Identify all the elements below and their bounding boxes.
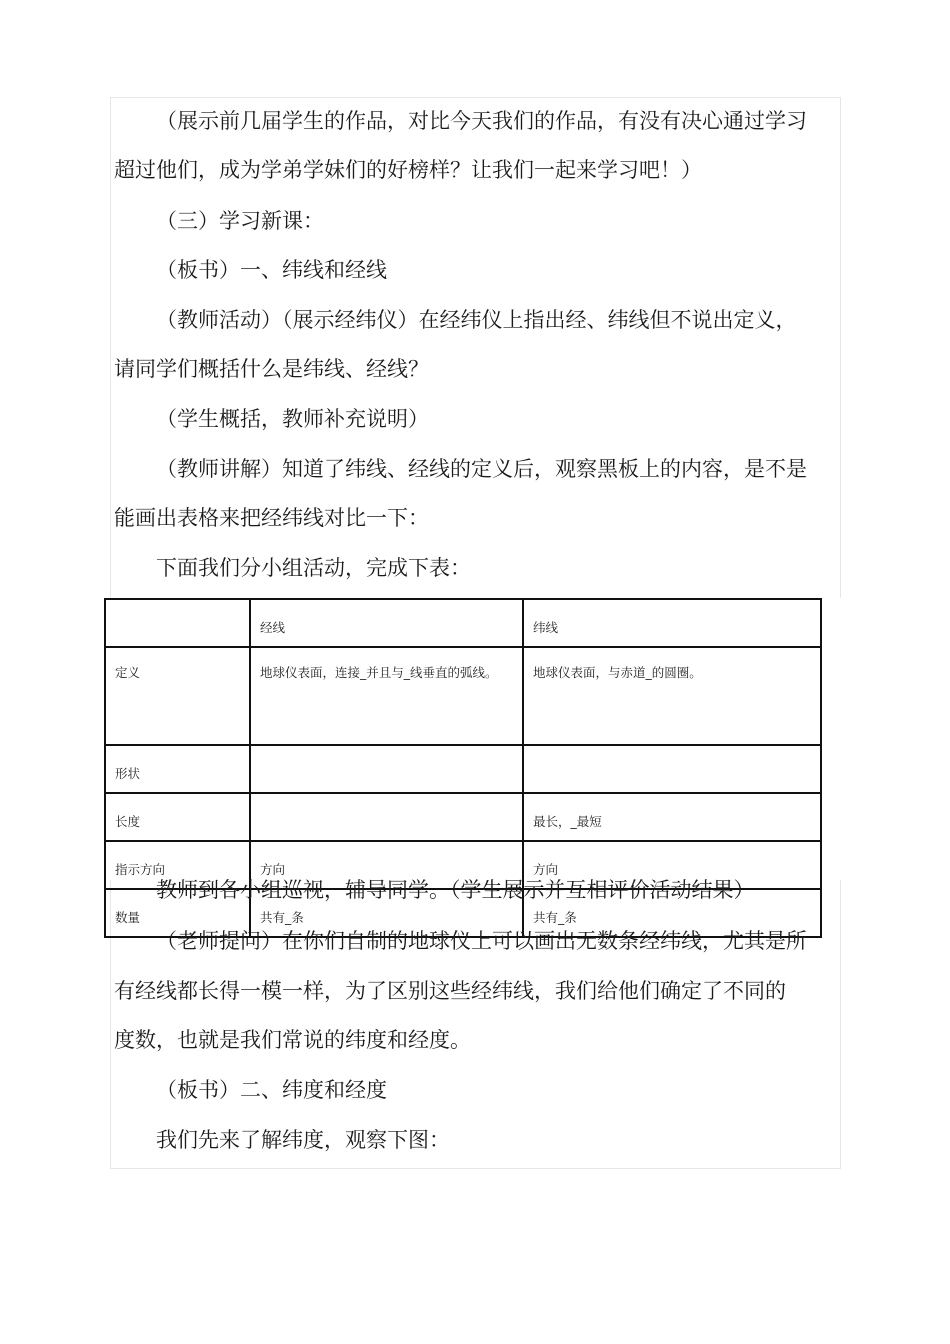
table-header-cell: 纬线 bbox=[523, 599, 821, 647]
table-header-cell: 经线 bbox=[250, 599, 523, 647]
paragraph: 度数，也就是我们常说的纬度和经度。 bbox=[114, 1028, 471, 1052]
table-cell: 地球仪表面，与赤道_的圆圈。 bbox=[523, 647, 821, 745]
paragraph: （展示前几届学生的作品，对比今天我们的作品，有没有决心通过学习 bbox=[156, 109, 807, 133]
table-cell bbox=[250, 745, 523, 793]
table-cell: 共有_条 bbox=[523, 889, 821, 937]
paragraph: （老师提问）在你们自制的地球仪上可以画出无数条经纬线，尤其是所 bbox=[156, 929, 807, 953]
table-cell: 定义 bbox=[105, 647, 250, 745]
table-cell: 地球仪表面，连接_并且与_线垂直的弧线。 bbox=[250, 647, 523, 745]
table-cell: 长度 bbox=[105, 793, 250, 841]
table-cell: 共有_条 bbox=[250, 889, 523, 937]
paragraph: 教师到各小组巡视，辅导同学。（学生展示并互相评价活动结果） bbox=[156, 878, 755, 902]
paragraph: （三）学习新课： bbox=[156, 209, 324, 233]
paragraph: 超过他们，成为学弟学妹们的好榜样？让我们一起来学习吧！） bbox=[114, 158, 702, 182]
table-header-row bbox=[105, 599, 821, 647]
paragraph: （教师讲解）知道了纬线、经线的定义后，观察黑板上的内容，是不是 bbox=[156, 457, 807, 481]
table-cell bbox=[523, 745, 821, 793]
paragraph: 我们先来了解纬度，观察下图： bbox=[156, 1128, 450, 1152]
table-row bbox=[105, 745, 821, 793]
table-row bbox=[105, 647, 821, 745]
paragraph: （板书）一、纬线和经线 bbox=[156, 258, 387, 282]
paragraph: （学生概括，教师补充说明） bbox=[156, 407, 429, 431]
table-cell: 方向 bbox=[523, 841, 821, 889]
paragraph: （教师活动）（展示经纬仪）在经纬仪上指出经、纬线但不说出定义， bbox=[156, 308, 797, 332]
table-cell bbox=[250, 793, 523, 841]
table-cell: 形状 bbox=[105, 745, 250, 793]
table-cell: 方向 bbox=[250, 841, 523, 889]
table-header-cell bbox=[105, 599, 250, 647]
paragraph: 有经线都长得一模一样，为了区别这些经纬线，我们给他们确定了不同的 bbox=[114, 979, 786, 1003]
table-cell: 指示方向 bbox=[105, 841, 250, 889]
paragraph: （板书）二、纬度和经度 bbox=[156, 1078, 387, 1102]
table-cell: 数量 bbox=[105, 889, 250, 937]
table-row bbox=[105, 793, 821, 841]
paragraph: 下面我们分小组活动，完成下表： bbox=[156, 556, 471, 580]
paragraph: 能画出表格来把经纬线对比一下： bbox=[114, 506, 429, 530]
table-cell: 最长，_最短 bbox=[523, 793, 821, 841]
paragraph: 请同学们概括什么是纬线、经线？ bbox=[114, 357, 429, 381]
